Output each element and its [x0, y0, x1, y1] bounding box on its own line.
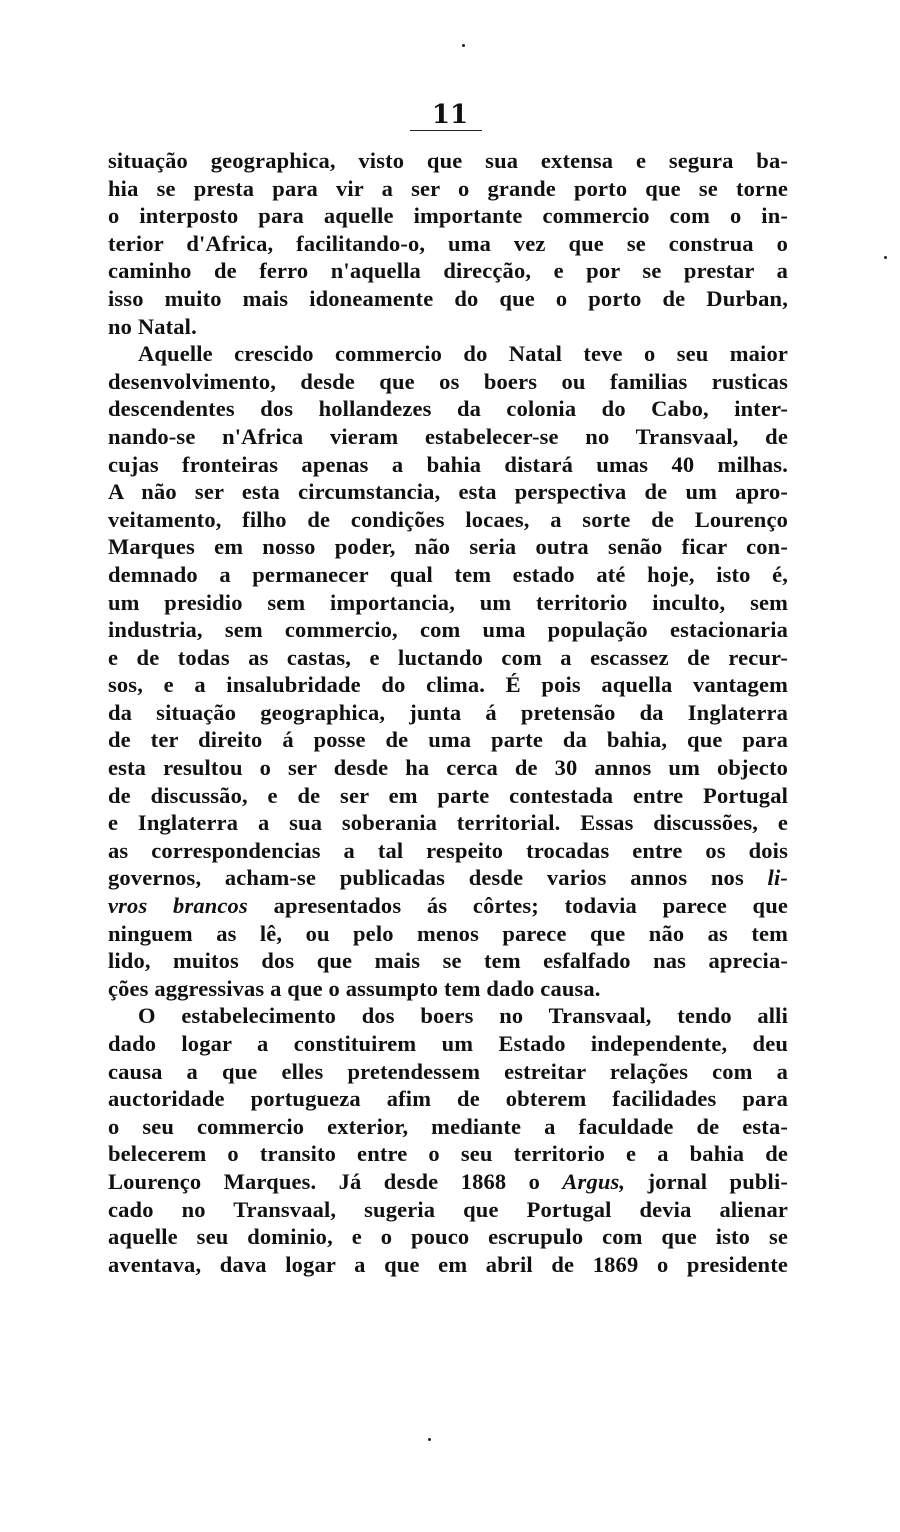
text-line: veitamento, filho de condições locaes, a sorte de Lourenço	[108, 506, 788, 532]
text-line-with-italic	[108, 892, 788, 920]
page-number-rule	[410, 130, 482, 131]
text-line: terior d'Africa, facilitando-o, uma vez que se construa o	[108, 230, 788, 256]
text-line: um presidio sem importancia, um territorio inculto, sem	[108, 589, 788, 615]
margin-speck-right	[884, 256, 887, 259]
text-line: desenvolvimento, desde que os boers ou familias rusticas	[108, 368, 788, 394]
text-line: A não ser esta circumstancia, esta perspectiva de um apro-	[108, 479, 788, 505]
text-segment: jornal publi-	[647, 1168, 788, 1194]
text-line: e Inglaterra a sua soberania territorial. Essas discussões, e	[108, 810, 788, 836]
text-line: industria, sem commercio, com uma população estacionaria	[108, 617, 788, 643]
text-line: de discussão, e de ser em parte contestada entre Portugal	[108, 782, 788, 808]
text-line: no Natal.	[108, 313, 197, 339]
text-line: aventava, dava logar a que em abril de 1869 o presidente	[108, 1251, 788, 1277]
text-line: o seu commercio exterior, mediante a faculdade de esta-	[108, 1113, 788, 1139]
text-line: o interposto para aquelle importante commercio com o in-	[108, 203, 788, 229]
text-line: auctoridade portugueza afim de obterem facilidades para	[108, 1086, 788, 1112]
text-line: esta resultou o ser desde ha cerca de 30 annos um objecto	[108, 755, 788, 781]
text-line: belecerem o transito entre o seu territorio e a bahia de	[108, 1141, 788, 1167]
text-segment: Lourenço Marques. Já desde 1868 o	[108, 1168, 541, 1194]
text-line: cujas fronteiras apenas a bahia distará umas 40 milhas.	[108, 451, 788, 477]
text-segment: apresentados ás côrtes; todavia parece que	[273, 893, 789, 919]
text-line: de ter direito á posse de uma parte da bahia, que para	[108, 727, 788, 753]
body-text	[108, 147, 788, 1278]
text-line: ções aggressivas a que o assumpto tem dado causa.	[108, 975, 601, 1001]
text-line: dado logar a constituirem um Estado independente, deu	[108, 1031, 788, 1056]
text-segment: governos, acham-se publicadas desde varios annos nos	[108, 865, 744, 891]
text-line: causa a que elles pretendessem estreitar relações com a	[108, 1058, 788, 1084]
text-line: descendentes dos hollandezes da colonia do Cabo, inter-	[108, 396, 788, 422]
text-line: da situação geographica, junta á pretensão da Inglaterra	[108, 699, 788, 725]
page-number: 11	[431, 100, 469, 130]
text-line: ninguem as lê, ou pelo menos parece que não as tem	[108, 920, 788, 946]
text-line: Marques em nosso poder, não seria outra senão ficar con-	[108, 534, 788, 560]
text-line: cado no Transvaal, sugeria que Portugal devia alienar	[108, 1196, 788, 1222]
italic-term: vros brancos	[108, 893, 248, 919]
italic-term: li-	[767, 865, 788, 891]
text-line: e de todas as castas, e luctando com a escassez de recur-	[108, 644, 788, 670]
text-line: sos, e a insalubridade do clima. É pois aquella vantagem	[108, 672, 788, 698]
text-line-with-italic	[108, 864, 788, 892]
text-line: as correspondencias a tal respeito trocadas entre os dois	[108, 837, 788, 863]
text-line: hia se presta para vir a ser o grande porto que se torne	[108, 175, 788, 201]
text-line: caminho de ferro n'aquella direcção, e por se prestar a	[108, 258, 788, 284]
text-line: aquelle seu dominio, e o pouco escrupulo com que isto se	[108, 1224, 788, 1250]
text-line: Aquelle crescido commercio do Natal teve o seu maior	[138, 341, 788, 367]
text-line-with-italic	[108, 1168, 788, 1196]
text-line: situação geographica, visto que sua extensa e segura ba-	[108, 148, 788, 173]
text-line: lido, muitos dos que mais se tem esfalfado nas aprecia-	[108, 948, 788, 974]
margin-speck-bottom	[428, 1438, 431, 1441]
italic-term: Argus,	[562, 1168, 626, 1194]
text-line: O estabelecimento dos boers no Transvaal, tendo alli	[138, 1003, 788, 1029]
text-line: nando-se n'Africa vieram estabelecer-se no Transvaal, de	[108, 423, 788, 449]
text-line: isso muito mais idoneamente do que o porto de Durban,	[108, 285, 788, 311]
margin-speck-top	[462, 44, 465, 47]
text-line: demnado a permanecer qual tem estado até hoje, isto é,	[108, 561, 788, 587]
